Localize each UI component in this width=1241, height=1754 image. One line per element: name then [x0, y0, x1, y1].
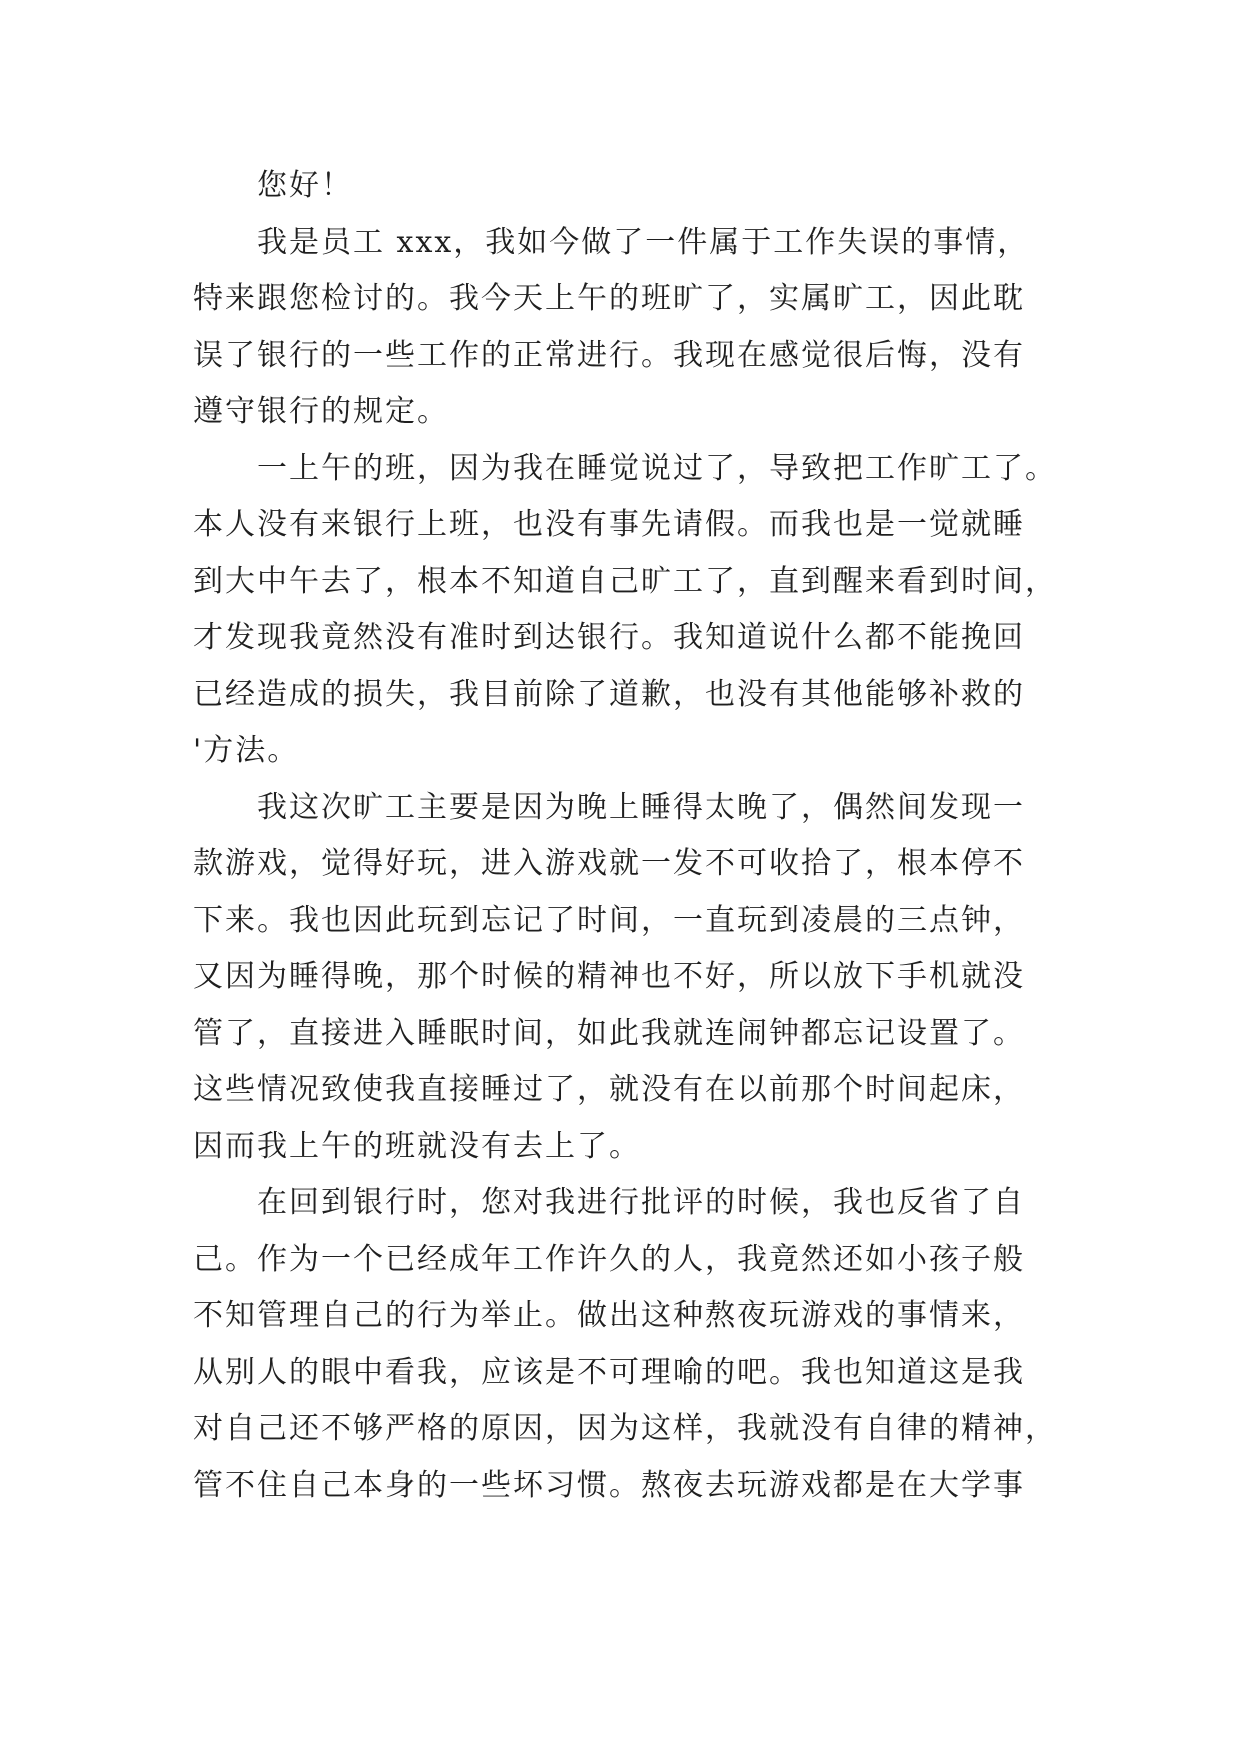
text-line: 又因为睡得晚，那个时候的精神也不好，所以放下手机就没: [193, 959, 1025, 994]
text-line: 从别人的眼中看我，应该是不可理喻的吧。我也知道这是我: [193, 1354, 1025, 1390]
text-line: 管了，直接进入睡眠时间，如此我就连闹钟都忘记设置了。: [193, 1015, 1025, 1051]
text-line: 已经造成的损失，我目前除了道歉，也没有其他能够补救的: [193, 676, 1025, 712]
letter-body: [193, 158, 1063, 1514]
text-line: 才发现我竟然没有准时到达银行。我知道说什么都不能挽回: [193, 620, 1025, 655]
text-line: '方法。: [193, 733, 300, 768]
text-line: 不知管理自己的行为举止。做出这种熬夜玩游戏的事情来，: [193, 1298, 1025, 1333]
text-line: 管不住自己本身的一些坏习惯。熬夜去玩游戏都是在大学事: [193, 1467, 1025, 1503]
text-line: 在回到银行时，您对我进行批评的时候，我也反省了自: [257, 1185, 1025, 1220]
text-line: 遵守银行的规定。: [193, 394, 449, 429]
text-line: 误了银行的一些工作的正常进行。我现在感觉很后悔，没有: [193, 337, 1025, 373]
text-line: 一上午的班，因为我在睡觉说过了，导致把工作旷工了。: [257, 450, 1057, 486]
text-line: 您好！: [257, 168, 353, 203]
text-line: 我是员工 xxx，我如今做了一件属于工作失误的事情，: [257, 224, 1030, 260]
text-line: 对自己还不够严格的原因，因为这样，我就没有自律的精神，: [193, 1411, 1057, 1446]
text-line: 特来跟您检讨的。我今天上午的班旷了，实属旷工，因此耽: [193, 281, 1025, 316]
text-line: 因而我上午的班就没有去上了。: [193, 1128, 641, 1164]
text-line: 款游戏，觉得好玩，进入游戏就一发不可收拾了，根本停不: [193, 846, 1025, 881]
text-line: 这些情况致使我直接睡过了，就没有在以前那个时间起床，: [193, 1072, 1025, 1107]
text-line: 下来。我也因此玩到忘记了时间，一直玩到凌晨的三点钟，: [193, 902, 1025, 938]
text-line: 到大中午去了，根本不知道自己旷工了，直到醒来看到时间，: [193, 563, 1057, 599]
text-line: 我这次旷工主要是因为晚上睡得太晚了，偶然间发现一: [257, 789, 1025, 825]
text-line: 己。作为一个已经成年工作许久的人，我竟然还如小孩子般: [193, 1241, 1025, 1277]
text-line: 本人没有来银行上班，也没有事先请假。而我也是一觉就睡: [193, 507, 1025, 542]
